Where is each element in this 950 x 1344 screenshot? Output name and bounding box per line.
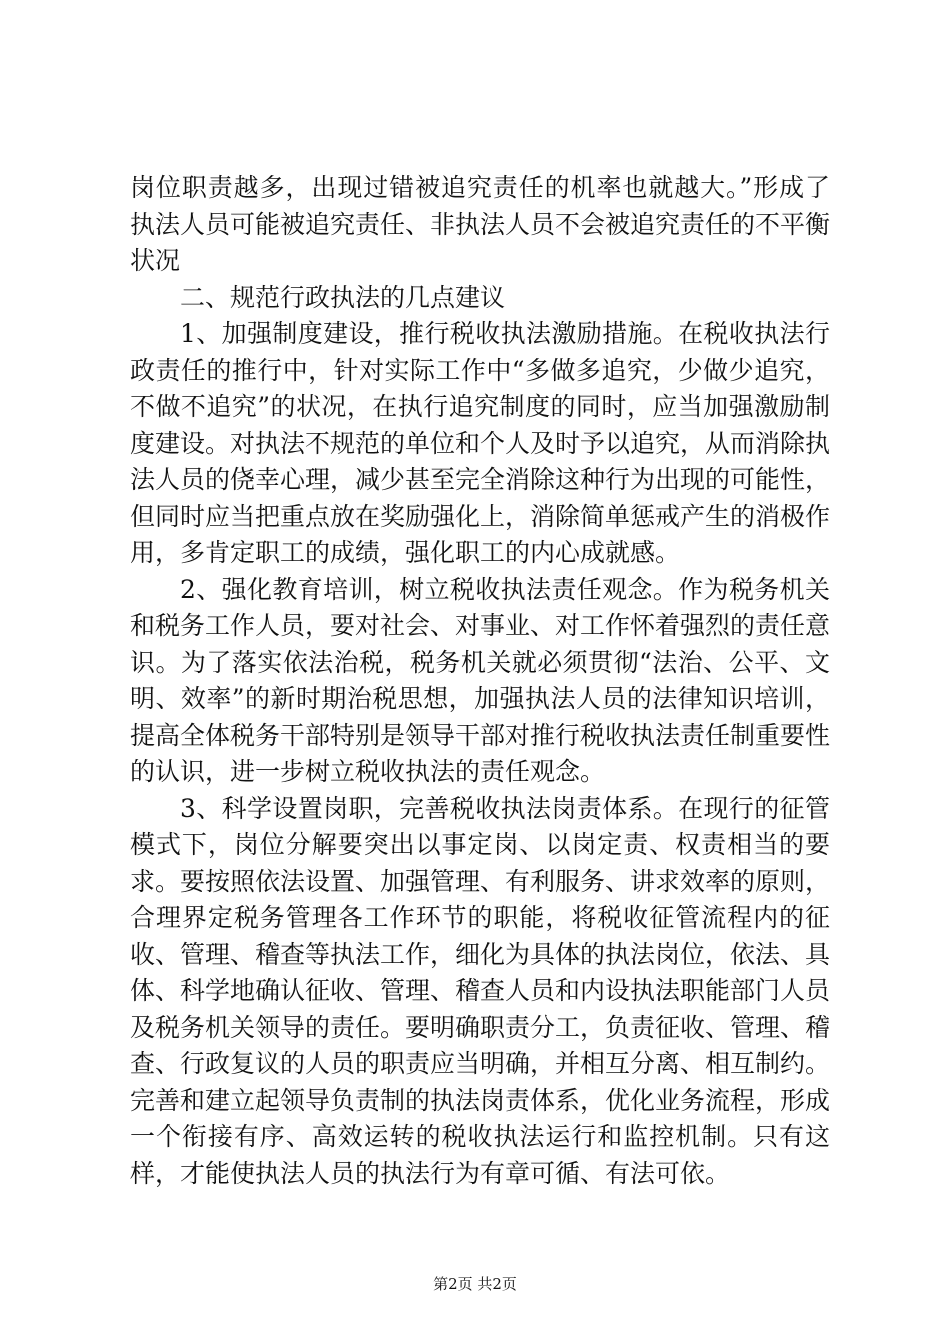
page-footer: 第2页 共2页 (433, 1275, 517, 1293)
paragraph-suggestion-2: 2、强化教育培训，树立税收执法责任观念。作为税务机关和税务工作人员，要对社会、对事业、对工作怀着强烈的责任意识。为了落实依法治税，税务机关就必须贯彻“法治、公平、文明、效率”的新时期治税思想，加强执法人员的法律知识培训，提高全体税务干部特别是领导干部对推行税收执法责任制重要性的认识，进一步树立税收执法的责任观念。 (130, 574, 831, 786)
paragraph-suggestion-3: 3、科学设置岗职，完善税收执法岗责体系。在现行的征管模式下，岗位分解要突出以事定岗、以岗定责、权责相当的要求。要按照依法设置、加强管理、有利服务、讲求效率的原则，合理界定税务管理各工作环节的职能，将税收征管流程内的征收、管理、稽查等执法工作，细化为具体的执法岗位，依法、具体、科学地确认征收、管理、稽查人员和内设执法职能部门人员及税务机关领导的责任。要明确职责分工，负责征收、管理、稽查、行政复议的人员的职责应当明确，并相互分离、相互制约。完善和建立起领导负责制的执法岗责体系，优化业务流程，形成一个衔接有序、高效运转的税收执法运行和监控机制。只有这样，才能使执法人员的执法行为有章可循、有法可依。 (130, 793, 831, 1188)
section-heading: 二、规范行政执法的几点建议 (180, 282, 506, 312)
paragraph-continuation: 岗位职责越多，出现过错被追究责任的机率也就越大。”形成了执法人员可能被追究责任、非执法人员不会被追究责任的不平衡状况 (130, 173, 831, 275)
paragraph-suggestion-1: 1、加强制度建设，推行税收执法激励措施。在税收执法行政责任的推行中，针对实际工作中“多做多追究，少做少追究，不做不追究”的状况，在执行追究制度的同时，应当加强激励制度建设。对执法不规范的单位和个人及时予以追究，从而消除执法人员的侥幸心理，减少甚至完全消除这种行为出现的可能性，但同时应当把重点放在奖励强化上，消除简单惩戒产生的消极作用，多肯定职工的成绩，强化职工的内心成就感。 (130, 319, 831, 567)
document-body (130, 170, 830, 1192)
